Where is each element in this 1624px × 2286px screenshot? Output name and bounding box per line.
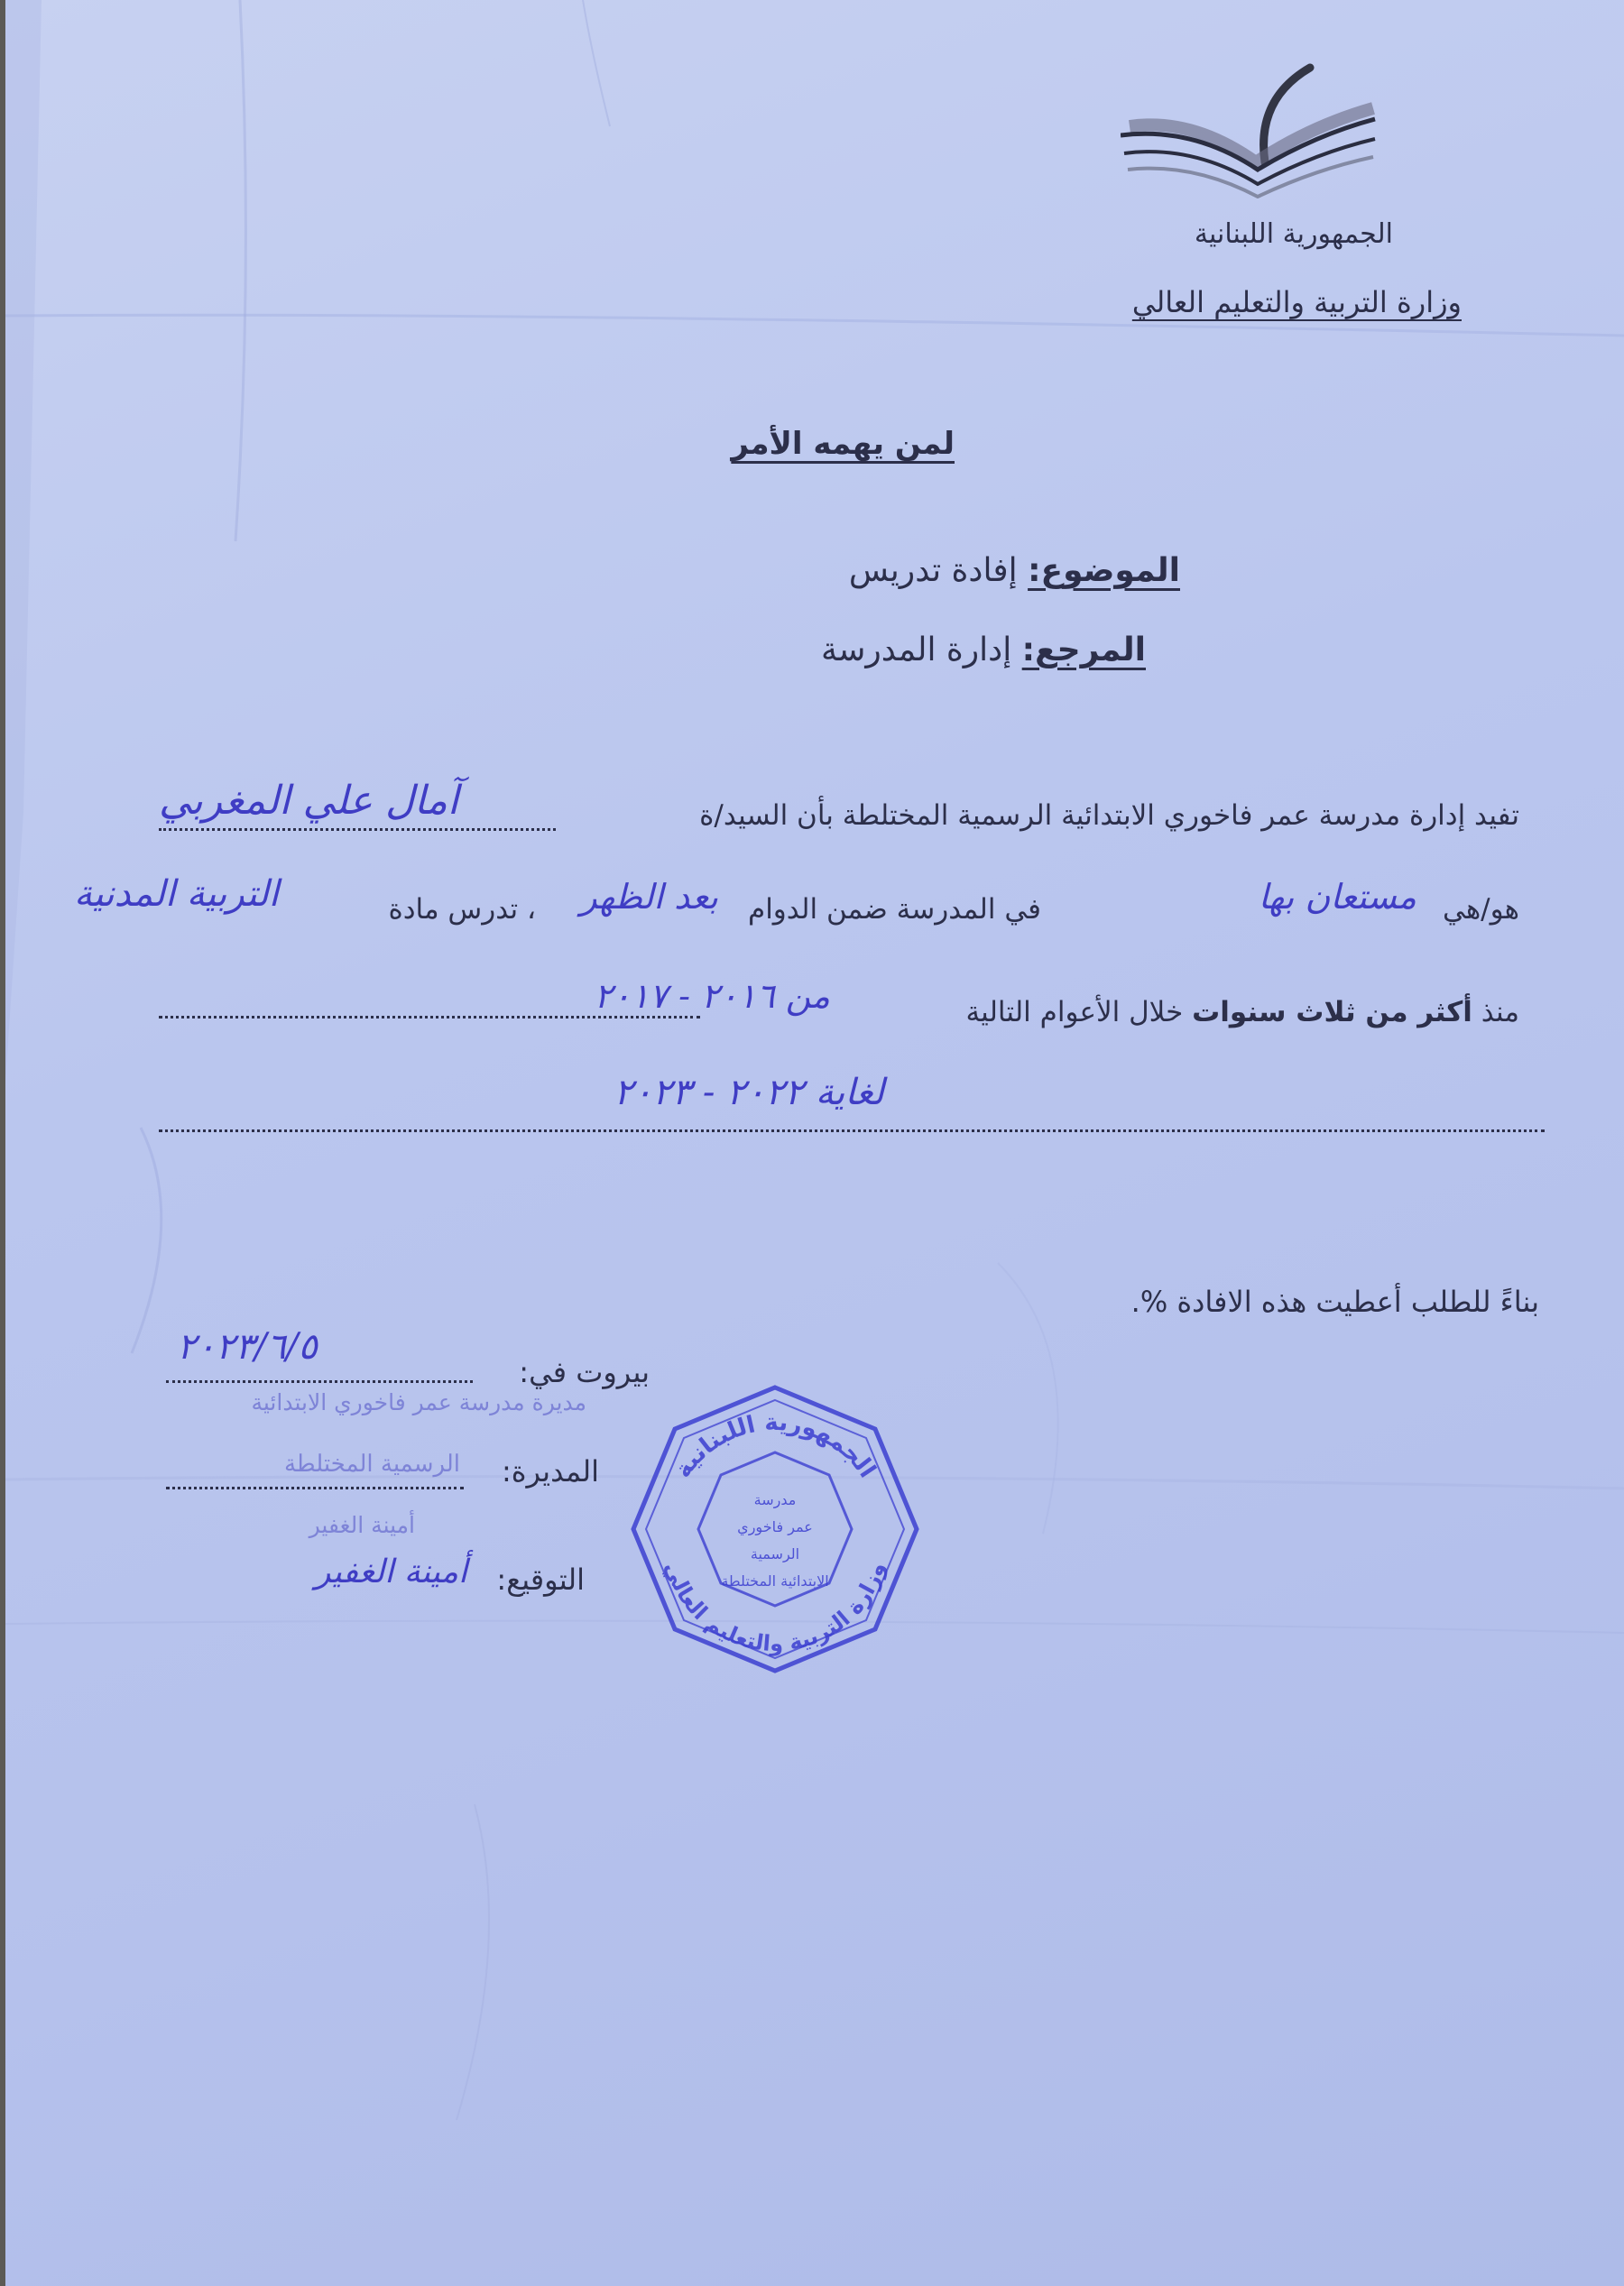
place-label: بيروت في: xyxy=(519,1355,650,1389)
body-line-3-since: منذ xyxy=(1481,996,1519,1028)
start-years-handwritten: من ٢٠١٦ - ٢٠١٧ xyxy=(594,976,830,1016)
signature-label: التوقيع: xyxy=(496,1562,585,1597)
shift-handwritten: بعد الظهر xyxy=(580,877,718,917)
dotted-line xyxy=(166,1380,473,1383)
dotted-line xyxy=(159,1129,1545,1132)
document-title: لمن يهمه الأمر xyxy=(731,426,955,462)
seal-outer-bottom-text: وزارة التربية والتعليم العالي xyxy=(660,1558,890,1657)
reference-value: إدارة المدرسة xyxy=(820,631,1012,668)
reference-line xyxy=(821,631,1146,668)
director-stamp-line-2: الرسمية المختلطة xyxy=(283,1451,460,1478)
dotted-line xyxy=(159,1016,700,1019)
subject-taught-handwritten: التربية المدنية xyxy=(74,873,279,915)
reference-label: المرجع: xyxy=(1021,631,1146,668)
subject-value: إفادة تدريس xyxy=(848,552,1018,589)
closing-statement: بناءً للطلب أعطيت هذه الافادة %. xyxy=(1130,1285,1539,1319)
duration-bold: أكثر من ثلاث سنوات xyxy=(1192,996,1472,1028)
director-stamp-line-3: أمينة الغفير xyxy=(309,1512,415,1538)
seal-inner-line-2: عمر فاخوري الرسمية xyxy=(737,1518,813,1562)
country-name: الجمهورية اللبنانية xyxy=(1194,218,1393,250)
seal-outer-top-text: الجمهورية اللبنانية xyxy=(669,1408,881,1483)
teacher-name-handwritten: آمال علي المغربي xyxy=(159,778,459,824)
director-stamp-line-1: مديرة مدرسة عمر فاخوري الابتدائية xyxy=(251,1389,586,1415)
body-line-1-text: تفيد إدارة مدرسة عمر فاخوري الابتدائية الرسمية المختلطة بأن السيد/ة xyxy=(699,799,1519,832)
director-label: المديرة: xyxy=(501,1454,599,1489)
body-line-2-start: هو/هي xyxy=(1443,893,1519,926)
seal-inner-line-1: مدرسة xyxy=(753,1491,797,1508)
ministry-name: وزارة التربية والتعليم العالي xyxy=(1131,285,1462,319)
official-seal xyxy=(626,1380,924,1678)
dotted-line xyxy=(159,828,556,831)
date-handwritten: ٢٠٢٣/٦/٥ xyxy=(177,1326,318,1368)
body-line-3 xyxy=(966,996,1519,1028)
end-years-handwritten: لغاية ٢٠٢٢ - ٢٠٢٣ xyxy=(614,1072,884,1113)
seal-inner-line-3: الابتدائية المختلطة xyxy=(721,1572,829,1590)
dotted-line xyxy=(166,1487,464,1489)
subject-label: الموضوع: xyxy=(1028,552,1180,589)
body-line-3-years: خلال الأعوام التالية xyxy=(965,996,1184,1028)
open-book-icon xyxy=(1121,63,1382,198)
document-page xyxy=(5,0,1624,2286)
subject-line xyxy=(849,552,1180,589)
body-line-2-end: ، تدرس مادة xyxy=(388,893,536,926)
signature-handwritten: أمينة الغفير xyxy=(314,1553,467,1590)
seal-inner-text xyxy=(712,1487,838,1595)
paper-creases xyxy=(5,0,1624,2286)
body-line-2-middle: في المدرسة ضمن الدوام xyxy=(748,893,1041,926)
employment-status-handwritten: مستعان بها xyxy=(1258,877,1416,917)
